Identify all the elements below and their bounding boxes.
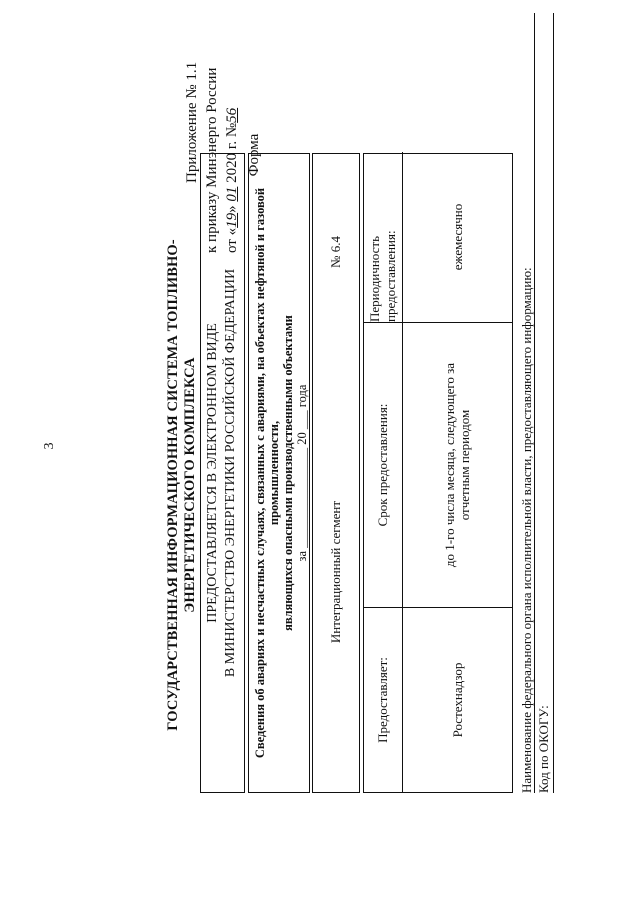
footer-okogu-label: Код по ОКОГУ:	[536, 705, 551, 793]
table-column-frequency	[364, 152, 512, 322]
info-table	[363, 153, 513, 793]
annex-month: 01	[224, 186, 240, 202]
submission-line1: ПРЕДОСТАВЛЯЕТСЯ В ЭЛЕКТРОННОМ ВИДЕ	[205, 323, 220, 623]
footer-underline	[553, 13, 554, 793]
form-label: Форма	[246, 133, 262, 177]
table-column-deadline	[364, 322, 512, 607]
footer-org-label: Наименование федерального органа исполнительной власти, предоставляющего информацию:	[519, 267, 534, 793]
report-title-box	[248, 153, 310, 793]
report-title-line2: являющихся опасными производственными объектами	[281, 315, 295, 631]
system-title: ГОСУДАРСТВЕННАЯ ИНФОРМАЦИОННАЯ СИСТЕМА ТОПЛИВНО-ЭНЕРГЕТИЧЕСКОГО КОМПЛЕКСА	[165, 239, 198, 731]
table-cell: до 1-го числа месяца, следующего за отчетным периодом	[442, 362, 472, 568]
table-header: Предоставляет:	[364, 608, 403, 792]
annex-line2: к приказу Минэнерго России	[204, 67, 220, 253]
report-title-line1: Сведения об авариях и несчастных случаях, связанных с авариями, на объектах нефтяной и газовой промышленности,	[253, 187, 281, 759]
submission-line2: В МИНИСТЕРСТВО ЭНЕРГЕТИКИ РОССИЙСКОЙ ФЕДЕРАЦИИ	[223, 268, 238, 678]
table-cell: ежемесячно	[449, 203, 465, 271]
segment-number: № 6.4	[328, 236, 343, 268]
segment-label: Интеграционный сегмент	[328, 500, 343, 644]
submission-box	[200, 153, 245, 793]
annex-date-line: от «19» 01 2020 г. №56	[224, 107, 240, 253]
annex-day: 19	[224, 212, 240, 228]
table-header: Периодичность предоставления:	[364, 152, 403, 322]
table-column-provider	[364, 607, 512, 792]
annex-line1: Приложение № 1.1	[184, 61, 200, 183]
footer-underline	[534, 13, 535, 793]
annex-order-number: 56	[224, 107, 240, 123]
report-period: за ________________ 20 ___ года	[295, 384, 309, 562]
segment-box	[312, 153, 360, 793]
table-cell: Ростехнадзор	[449, 662, 465, 738]
page-number: 3	[42, 442, 57, 450]
rotated-form-sheet	[160, 0, 560, 905]
table-header: Срок предоставления:	[364, 323, 403, 607]
